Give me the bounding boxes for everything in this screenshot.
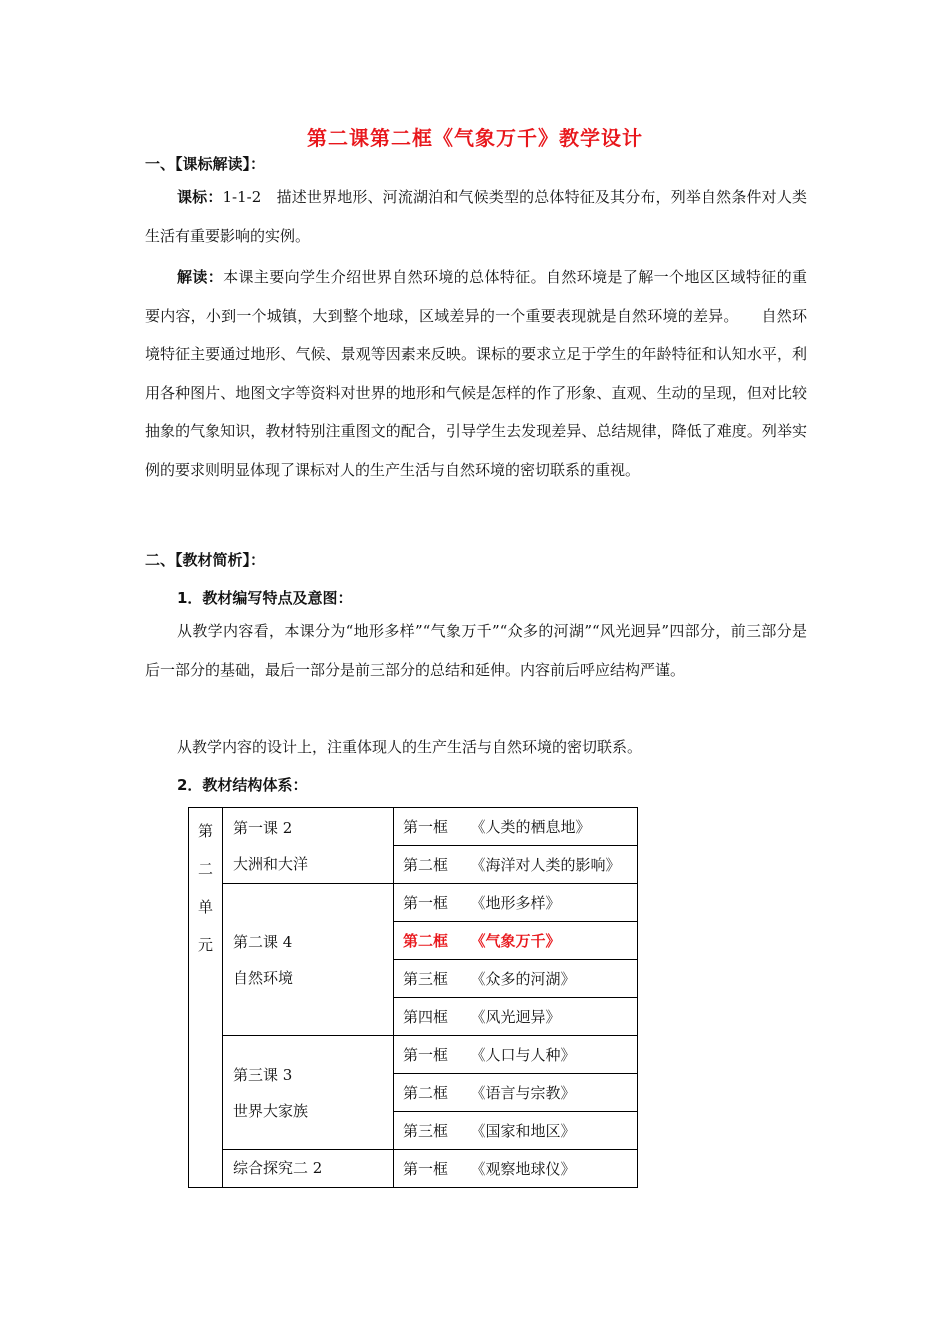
unit-cell xyxy=(189,808,223,1188)
lesson-number: 第一课 2 xyxy=(233,818,293,837)
standard-label: 课标： xyxy=(177,188,223,206)
lesson-cell xyxy=(223,808,394,884)
lesson-number: 第三课 3 xyxy=(233,1065,293,1084)
unit-char: 元 xyxy=(197,936,213,954)
unit-char: 二 xyxy=(197,860,213,878)
frame-cell: 第三框 《众多的河湖》 xyxy=(394,960,638,998)
lesson-cell xyxy=(223,1150,394,1188)
interpretation-text: 本课主要向学生介绍世界自然环境的总体特征。自然环境是了解一个地区区域特征的重要内容，小到一个城镇，大到整个地球，区域差异的一个重要表现就是自然环境的差异。 自然环境特征主要通过地形、气候、景观等因素来反映。课标的要求立足于学生的年龄特征和认知水平，利用各种图片、地图文字等资料对世界的地形和气候是怎样的作了形象、直观、生动的呈现，但对比较抽象的气象知识，教材特别注重图文的配合，引导学生去发现差异、总结规律，降低了难度。列举实例的要求则明显体现了课标对人的生产生活与自然环境的密切联系的重视。 xyxy=(145,268,807,479)
interpretation-paragraph xyxy=(145,258,807,489)
page-title: 第二课第二框《气象万千》教学设计 xyxy=(307,126,643,150)
subheading-structure: 2．教材结构体系： xyxy=(177,776,308,794)
structure-table xyxy=(188,807,638,1188)
frame-cell-highlighted: 第二框 《气象万千》 xyxy=(394,922,638,960)
lesson-title: 世界大家族 xyxy=(233,1101,309,1120)
frame-cell: 第二框 《海洋对人类的影响》 xyxy=(394,846,638,884)
frame-cell: 第二框 《语言与宗教》 xyxy=(394,1074,638,1112)
section1-heading: 一、【课标解读】： xyxy=(145,155,266,173)
lesson-cell xyxy=(223,884,394,1036)
lesson-title: 自然环境 xyxy=(233,968,294,987)
standard-text: 1-1-2 描述世界地形、河流湖泊和气候类型的总体特征及其分布，列举自然条件对人类生活有重要影响的实例。 xyxy=(145,188,807,245)
lesson-cell xyxy=(223,1036,394,1150)
frame-cell: 第一框 《人类的栖息地》 xyxy=(394,808,638,846)
frame-cell: 第一框 《观察地球仪》 xyxy=(394,1150,638,1188)
features-paragraph: 从教学内容看，本课分为“地形多样”“气象万千”“众多的河湖”“风光迥异”四部分，前三部分是后一部分的基础，最后一部分是前三部分的总结和延伸。内容前后呼应结构严谨。 xyxy=(145,622,807,679)
design-paragraph: 从教学内容的设计上，注重体现人的生产生活与自然环境的密切联系。 xyxy=(177,738,643,756)
unit-char: 第 xyxy=(197,822,213,840)
frame-cell: 第一框 《地形多样》 xyxy=(394,884,638,922)
standard-paragraph xyxy=(145,178,807,255)
frame-cell: 第三框 《国家和地区》 xyxy=(394,1112,638,1150)
lesson-title: 大洲和大洋 xyxy=(233,854,309,873)
frame-cell: 第一框 《人口与人种》 xyxy=(394,1036,638,1074)
subheading-features: 1．教材编写特点及意图： xyxy=(177,589,353,607)
unit-char: 单 xyxy=(197,898,213,916)
lesson-number: 综合探究二 2 xyxy=(233,1159,323,1177)
lesson-number: 第二课 4 xyxy=(233,932,293,951)
frame-cell: 第四框 《风光迥异》 xyxy=(394,998,638,1036)
section2-heading: 二、【教材简析】： xyxy=(145,551,266,569)
interpretation-label: 解读： xyxy=(177,268,224,286)
